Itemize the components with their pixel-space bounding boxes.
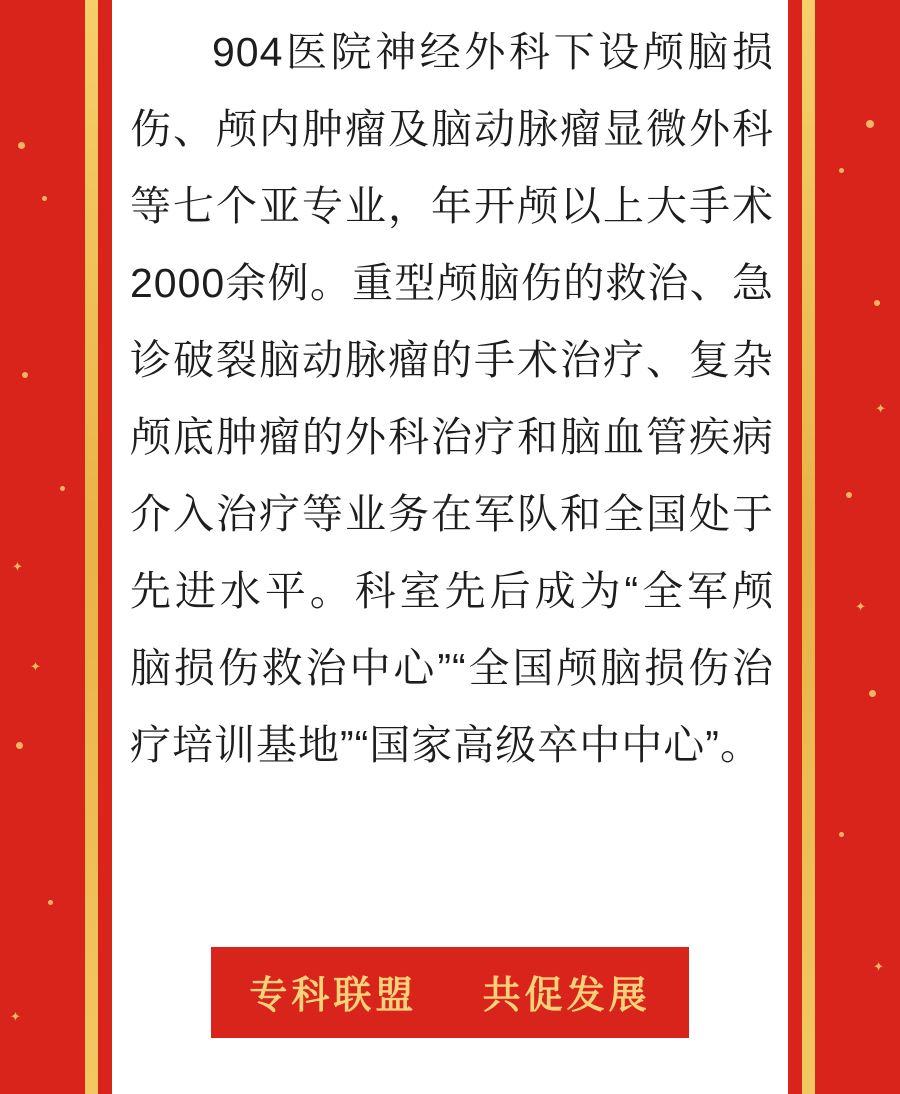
decor-sparkle-icon: ✦ <box>873 959 884 974</box>
decor-dot <box>874 300 880 306</box>
corner-bracket-bottom-left <box>181 1022 223 1064</box>
decor-dot <box>839 168 844 173</box>
decor-dot <box>60 486 65 491</box>
article-body <box>112 14 788 784</box>
decor-sparkle-icon: ✦ <box>30 659 41 674</box>
decor-sparkle-icon: ✦ <box>855 599 866 614</box>
decor-dot <box>48 900 53 905</box>
decor-sparkle-icon: ✦ <box>12 559 23 574</box>
paper-area <box>112 0 788 1094</box>
slogan-right-text: 共促发展 <box>482 975 651 1017</box>
decor-dot <box>839 832 844 837</box>
corner-bracket-top-right <box>671 929 713 971</box>
slogan-left-text: 专科联盟 <box>249 975 418 1017</box>
article-paragraph: 904医院神经外科下设颅脑损伤、颅内肿瘤及脑动脉瘤显微外科等七个亚专业，年开颅以上大手术2000余例。重型颅脑伤的救治、急诊破裂脑动脉瘤的手术治疗、复杂颅底肿瘤的外科治疗和脑血管疾病介入治疗等业务在军队和全国处于先进水平。科室先后成为“全军颅脑损伤救治中心”“全国颅脑损伤治疗培训基地”“国家高级卒中中心”。 <box>130 29 774 768</box>
decor-dot <box>18 142 25 149</box>
decor-dot <box>16 742 23 749</box>
decor-sparkle-icon: ✦ <box>10 1009 21 1024</box>
slogan-banner <box>211 947 688 1038</box>
slogan-banner-wrap <box>112 947 788 1038</box>
left-red-band <box>0 0 112 1094</box>
decor-sparkle-icon: ✦ <box>875 401 886 416</box>
right-gold-stripe <box>802 0 815 1094</box>
decor-dot <box>866 120 874 128</box>
decor-dot <box>42 196 47 201</box>
right-red-band <box>788 0 900 1094</box>
decor-dot <box>846 492 852 498</box>
left-gold-stripe <box>85 0 98 1094</box>
decor-dot <box>869 690 876 697</box>
decor-dot <box>22 372 28 378</box>
